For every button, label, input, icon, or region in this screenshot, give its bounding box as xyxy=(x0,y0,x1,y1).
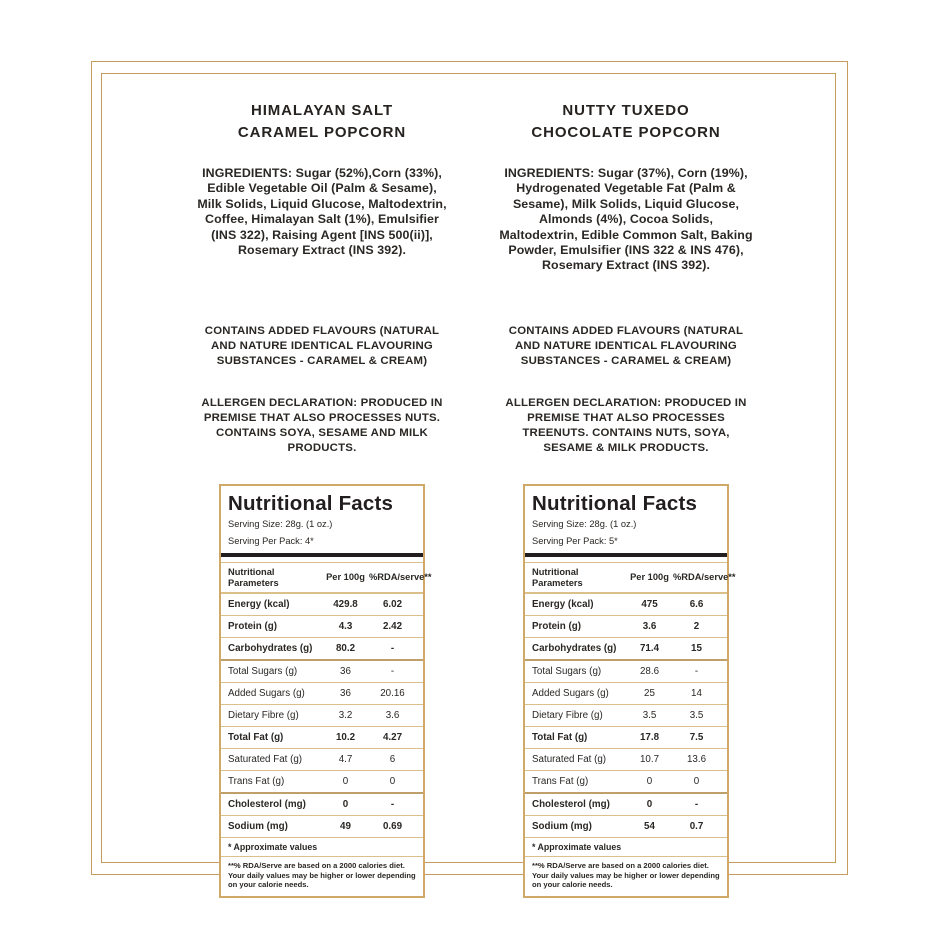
row-per100: 475 xyxy=(641,599,658,610)
table-column-headers xyxy=(525,562,736,593)
ingredients-text: Sugar (37%), Corn (19%), Hydrogenated Vegetable Fat (Palm & Sesame), Milk Solids, Liquid Glucose, Almonds (4%), Cocoa Solids, Maltodextrin, Edible Common Salt, Baking Powder, Emulsifier (INS 322 & INS 476), Rosemary Extract (INS 392). xyxy=(499,166,753,273)
row-label: Total Fat (g) xyxy=(228,732,284,743)
serving-per-pack: Serving Per Pack: 5* xyxy=(532,535,618,546)
row-per100: 80.2 xyxy=(335,643,356,654)
rda-disclaimer-note: **% RDA/Serve are based on a 2000 calories diet. Your daily values may be higher or lower depending on your calorie needs. xyxy=(525,856,727,896)
row-per100: 17.8 xyxy=(639,732,660,743)
row-per100: 49 xyxy=(340,821,351,832)
table-row xyxy=(221,748,423,770)
approximate-values-note: * Approximate values xyxy=(221,837,423,856)
ingredients-text: Sugar (52%),Corn (33%), Edible Vegetable Oil (Palm & Sesame), Milk Solids, Liquid Glucose, Maltodextrin, Coffee, Himalayan Salt (1%), Emulsifier (INS 322), Raising Agent [INS 500(ii)], Rosemary Extract (INS 392). xyxy=(197,166,447,258)
serving-per-pack: Serving Per Pack: 4* xyxy=(228,535,314,546)
allergen-declaration xyxy=(498,396,754,456)
row-label: Cholesterol (mg) xyxy=(532,799,610,810)
row-rda: 6.6 xyxy=(689,599,704,610)
row-rda: - xyxy=(390,666,395,677)
column-header-per100g: Per 100g xyxy=(326,572,365,583)
row-per100: 10.7 xyxy=(639,754,660,765)
row-rda: 4.27 xyxy=(382,732,403,743)
row-rda: 2.42 xyxy=(382,621,403,632)
table-row xyxy=(221,615,423,637)
column-header-rda: %RDA/serve** xyxy=(369,572,432,583)
row-label: Energy (kcal) xyxy=(532,599,594,610)
row-rda: 7.5 xyxy=(689,732,704,743)
row-per100: 0 xyxy=(646,776,653,787)
ingredients-label: INGREDIENTS: xyxy=(202,166,293,180)
ingredients-label: INGREDIENTS: xyxy=(504,166,595,180)
row-label: Sodium (mg) xyxy=(532,821,592,832)
row-rda: 3.6 xyxy=(385,710,400,721)
column-header-per100g: Per 100g xyxy=(630,572,669,583)
row-per100: 3.2 xyxy=(338,710,353,721)
table-column-headers xyxy=(221,562,432,593)
row-rda: 2 xyxy=(693,621,700,632)
allergen-text: PRODUCED IN PREMISE THAT ALSO PROCESSES NUTS. CONTAINS SOYA, SESAME AND MILK PRODUCTS. xyxy=(203,397,443,454)
table-row xyxy=(525,815,727,837)
table-row xyxy=(525,748,727,770)
row-label: Dietary Fibre (g) xyxy=(532,710,603,721)
row-rda: 13.6 xyxy=(686,754,707,765)
row-per100: 4.7 xyxy=(338,754,353,765)
table-row xyxy=(221,815,423,837)
table-row xyxy=(525,615,727,637)
table-row xyxy=(221,659,423,682)
row-label: Added Sugars (g) xyxy=(228,688,305,699)
row-per100: 0 xyxy=(342,776,349,787)
allergen-label: ALLERGEN DECLARATION: xyxy=(201,397,358,409)
row-per100: 3.6 xyxy=(642,621,657,632)
table-row xyxy=(525,792,727,815)
row-label: Cholesterol (mg) xyxy=(228,799,306,810)
row-label: Trans Fat (g) xyxy=(532,776,589,787)
row-label: Saturated Fat (g) xyxy=(228,754,303,765)
row-rda: - xyxy=(694,666,699,677)
row-per100: 0 xyxy=(646,799,653,810)
row-rda: - xyxy=(390,799,395,810)
row-label: Trans Fat (g) xyxy=(228,776,285,787)
row-rda: 3.5 xyxy=(689,710,704,721)
row-label: Carbohydrates (g) xyxy=(532,643,617,654)
row-rda: 15 xyxy=(691,643,702,654)
approximate-values-note: * Approximate values xyxy=(525,837,727,856)
row-per100: 0 xyxy=(342,799,349,810)
row-label: Added Sugars (g) xyxy=(532,688,609,699)
row-per100: 71.4 xyxy=(639,643,660,654)
table-row xyxy=(221,792,423,815)
row-per100: 25 xyxy=(644,688,655,699)
serving-size: Serving Size: 28g. (1 oz.) xyxy=(532,519,637,529)
table-row xyxy=(221,637,423,659)
row-label: Protein (g) xyxy=(228,621,277,632)
table-row xyxy=(221,593,423,615)
allergen-declaration xyxy=(194,396,450,456)
nutrition-facts-header xyxy=(221,486,423,557)
allergen-text: PRODUCED IN PREMISE THAT ALSO PROCESSES TREENUTS. CONTAINS NUTS, SOYA, SESAME & MILK PRODUCTS. xyxy=(522,397,747,454)
row-rda: - xyxy=(694,799,699,810)
row-label: Protein (g) xyxy=(532,621,581,632)
nutrition-facts-header xyxy=(525,486,727,557)
table-row xyxy=(525,770,727,792)
table-row xyxy=(221,726,423,748)
table-row xyxy=(525,593,727,615)
row-rda: 0 xyxy=(389,776,396,787)
row-label: Dietary Fibre (g) xyxy=(228,710,299,721)
row-rda: 14 xyxy=(691,688,702,699)
row-rda: - xyxy=(390,643,395,654)
row-label: Total Sugars (g) xyxy=(532,666,602,677)
table-row xyxy=(525,659,727,682)
column-header-parameters: Nutritional Parameters xyxy=(532,567,583,588)
row-per100: 28.6 xyxy=(639,666,660,677)
allergen-label: ALLERGEN DECLARATION: xyxy=(505,397,662,409)
table-row xyxy=(221,770,423,792)
added-flavours-note: CONTAINS ADDED FLAVOURS (NATURAL AND NATURE IDENTICAL FLAVOURING SUBSTANCES - CARAMEL & CREAM) xyxy=(204,325,440,367)
product-title-line1: NUTTY TUXEDO xyxy=(562,102,690,119)
column-header-parameters: Nutritional Parameters xyxy=(228,567,279,588)
row-rda: 6.02 xyxy=(382,599,403,610)
serving-size: Serving Size: 28g. (1 oz.) xyxy=(228,519,333,529)
nutrition-facts-title: Nutritional Facts xyxy=(228,492,394,515)
row-per100: 36 xyxy=(340,666,351,677)
table-row xyxy=(525,682,727,704)
product-title-line2: CARAMEL POPCORN xyxy=(237,124,407,141)
row-rda: 20.16 xyxy=(380,688,405,699)
row-per100: 36 xyxy=(340,688,351,699)
row-per100: 429.8 xyxy=(333,599,358,610)
row-rda: 0.7 xyxy=(689,821,704,832)
product-title xyxy=(492,100,760,144)
product-title-line2: CHOCOLATE POPCORN xyxy=(531,124,721,141)
table-row xyxy=(221,704,423,726)
row-label: Saturated Fat (g) xyxy=(532,754,607,765)
table-row xyxy=(525,726,727,748)
column-header-rda: %RDA/serve** xyxy=(673,572,736,583)
nutrition-facts-title: Nutritional Facts xyxy=(532,492,698,515)
nutrition-facts-table xyxy=(219,484,432,898)
row-rda: 0 xyxy=(693,776,700,787)
added-flavours-note: CONTAINS ADDED FLAVOURS (NATURAL AND NATURE IDENTICAL FLAVOURING SUBSTANCES - CARAMEL & CREAM) xyxy=(508,325,744,367)
ingredients-paragraph xyxy=(498,166,754,274)
row-label: Energy (kcal) xyxy=(228,599,290,610)
row-per100: 10.2 xyxy=(335,732,356,743)
row-rda: 6 xyxy=(389,754,396,765)
row-per100: 54 xyxy=(644,821,655,832)
ingredients-paragraph xyxy=(194,166,450,258)
rda-disclaimer-note: **% RDA/Serve are based on a 2000 calories diet. Your daily values may be higher or lower depending on your calorie needs. xyxy=(221,856,423,896)
table-row xyxy=(525,637,727,659)
nutrition-facts-table xyxy=(523,484,736,898)
row-per100: 4.3 xyxy=(338,621,353,632)
table-row xyxy=(525,704,727,726)
table-row xyxy=(221,682,423,704)
row-label: Total Sugars (g) xyxy=(228,666,298,677)
row-label: Carbohydrates (g) xyxy=(228,643,313,654)
product-title-line1: HIMALAYAN SALT xyxy=(250,102,394,119)
row-per100: 3.5 xyxy=(642,710,657,721)
row-label: Total Fat (g) xyxy=(532,732,588,743)
row-label: Sodium (mg) xyxy=(228,821,288,832)
row-rda: 0.69 xyxy=(382,821,403,832)
product-title xyxy=(188,100,456,144)
